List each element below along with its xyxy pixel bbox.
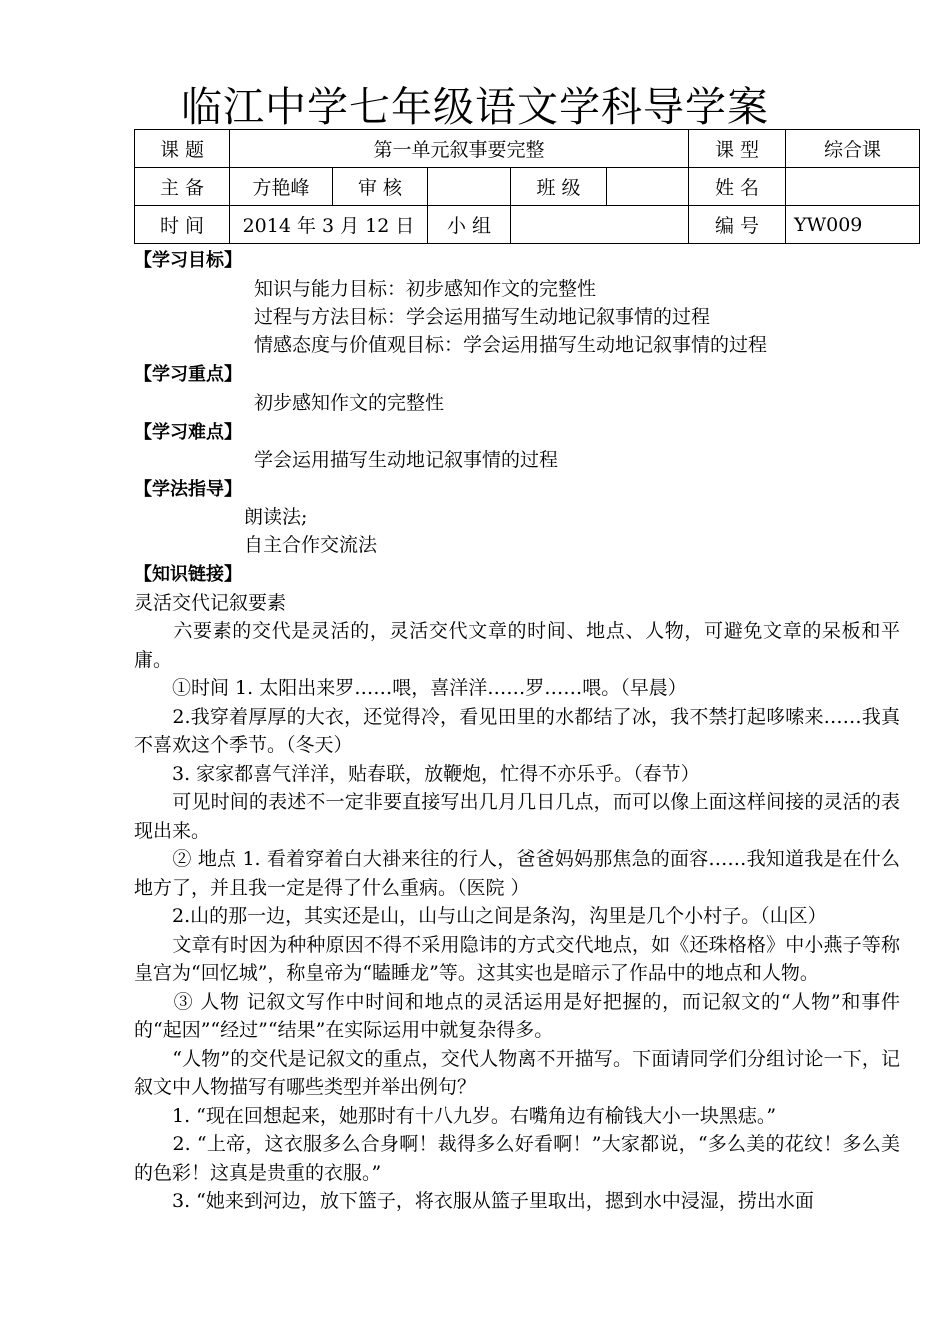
label-number: 编 号 (689, 206, 786, 244)
page-title: 临江中学七年级语文学科导学案 (181, 83, 769, 131)
value-reviewer (428, 168, 511, 206)
knowledge-body (134, 617, 900, 1216)
label-group: 小 组 (428, 206, 511, 244)
label-date: 时 间 (135, 206, 230, 244)
goal-item: 过程与方法目标：学会运用描写生动地记叙事情的过程 (254, 306, 711, 328)
paragraph: 六要素的交代是灵活的，灵活交代文章的时间、地点、人物，可避免文章的呆板和平庸。 (134, 620, 900, 671)
paragraph: 3. “她来到河边，放下篮子，将衣服从篮子里取出，摁到水中浸湿，捞出水面 (134, 1190, 814, 1212)
paragraph: 可见时间的表述不一定非要直接写出几月几日几点，而可以像上面这样间接的灵活的表现出来。 (134, 791, 900, 842)
label-reviewer: 审 核 (333, 168, 428, 206)
knowledge-subtitle: 灵活交代记叙要素 (134, 592, 287, 614)
value-type: 综合课 (786, 130, 920, 168)
heading-goals: 【学习目标】 (134, 250, 242, 271)
paragraph: “人物”的交代是记叙文的重点，交代人物离不开描写。下面请同学们分组讨论一下，记叙文中人物描写有哪些类型并举出例句？ (134, 1047, 900, 1098)
focus-text: 初步感知作文的完整性 (254, 392, 445, 414)
label-class: 班 级 (511, 168, 607, 206)
table-row (135, 206, 920, 244)
heading-method: 【学法指导】 (134, 479, 242, 500)
paragraph: 2.我穿着厚厚的大衣，还觉得冷，看见田里的水都结了冰，我不禁打起哆嗦来……我真不喜欢这个季节。（冬天） (134, 705, 900, 756)
paragraph: ③ 人物 记叙文写作中时间和地点的灵活运用是好把握的，而记叙文的“人物”和事件的“起因”“经过”“结果”在实际运用中就复杂得多。 (134, 990, 900, 1041)
label-topic: 课 题 (135, 130, 230, 168)
value-name (786, 168, 920, 206)
value-group (511, 206, 689, 244)
goal-item: 情感态度与价值观目标：学会运用描写生动地记叙事情的过程 (254, 334, 768, 356)
heading-focus: 【学习重点】 (134, 364, 242, 385)
value-class (607, 168, 689, 206)
paragraph: 3. 家家都喜气洋洋，贴春联，放鞭炮，忙得不亦乐乎。（春节） (134, 762, 700, 785)
value-author: 方艳峰 (230, 168, 333, 206)
paragraph: 2.山的那一边，其实还是山，山与山之间是条沟，沟里是几个小村子。（山区） (134, 905, 827, 927)
info-table (134, 129, 920, 244)
table-row (135, 130, 920, 168)
goal-item: 知识与能力目标：初步感知作文的完整性 (254, 278, 597, 300)
value-date: 2014 年 3 月 12 日 (230, 206, 428, 244)
table-row (135, 168, 920, 206)
heading-difficulty: 【学习难点】 (134, 422, 242, 443)
paragraph: ② 地点 1. 看着穿着白大褂来往的行人，爸爸妈妈那焦急的面容……我知道我是在什么地方了，并且我一定是得了什么重病。（医院 ） (134, 848, 900, 899)
method-item: 自主合作交流法 (244, 534, 378, 556)
paragraph: 文章有时因为种种原因不得不采用隐讳的方式交代地点，如《还珠格格》中小燕子等称皇宫为“回忆城”，称皇帝为“瞌睡龙”等。这其实也是暗示了作品中的地点和人物。 (134, 933, 900, 984)
value-topic: 第一单元叙事要完整 (230, 130, 689, 168)
value-number: YW009 (786, 206, 920, 244)
label-author: 主 备 (135, 168, 230, 206)
method-item: 朗读法; (244, 506, 308, 528)
paragraph: 2. “上帝，这衣服多么合身啊！裁得多么好看啊！”大家都说，“多么美的花纹！多么美的色彩！这真是贵重的衣服。” (134, 1133, 900, 1184)
label-name: 姓 名 (689, 168, 786, 206)
difficulty-text: 学会运用描写生动地记叙事情的过程 (254, 449, 559, 471)
label-type: 课 型 (689, 130, 786, 168)
heading-knowledge: 【知识链接】 (134, 564, 242, 585)
paragraph: 1. “现在回想起来，她那时有十八九岁。右嘴角边有榆钱大小一块黑痣。” (134, 1104, 777, 1127)
paragraph: ①时间 1. 太阳出来罗……喂，喜洋洋……罗……喂。（早晨） (134, 677, 687, 699)
